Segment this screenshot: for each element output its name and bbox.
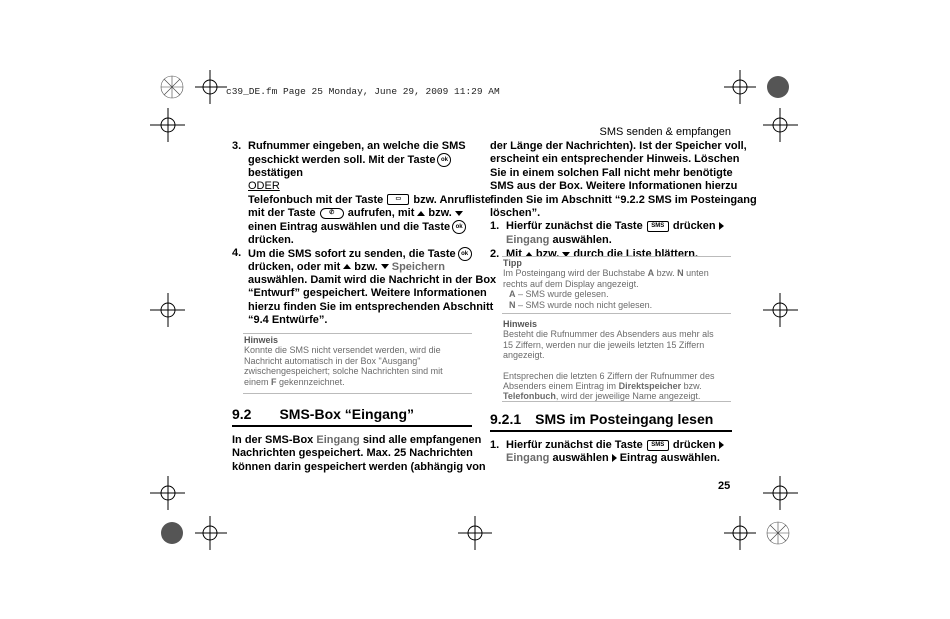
step-number: 4. <box>232 247 242 260</box>
hint-text: zwischengespeichert; solche Nachrichten sind mit <box>244 366 443 377</box>
tip-text: A <box>647 268 655 279</box>
hint-text: Besteht die Rufnummer des Absenders aus mehr als <box>503 329 714 340</box>
hint-text: bzw. <box>683 381 702 392</box>
tip-title: Tipp <box>503 258 522 268</box>
menu-term: Speichern <box>391 260 445 273</box>
hint-title: Hinweis <box>503 319 538 329</box>
step-text: Rufnummer eingeben, an welche die SMS <box>248 140 466 152</box>
para-text: der Länge der Nachrichten). Ist der Speicher voll, <box>490 140 747 152</box>
running-header: SMS senden & empfangen <box>599 126 731 138</box>
menu-term: Eingang <box>506 233 550 246</box>
hint-text: einem <box>244 376 269 387</box>
hint-text: F <box>271 376 277 387</box>
phonebook-key-icon: ▭ <box>387 194 409 205</box>
call-key-icon: ✆ <box>320 208 344 219</box>
para-text: erscheint ein entsprechender Hinweis. Löschen <box>490 153 740 166</box>
left-column <box>232 140 497 327</box>
hint-text: Direktspeicher <box>618 381 682 392</box>
step-text: bzw. <box>428 206 452 219</box>
tip-text: – SMS wurde noch nicht gelesen. <box>518 299 653 310</box>
step-text: drücken <box>672 220 716 233</box>
step-text: auswählen. <box>552 233 612 246</box>
hint-box <box>503 319 714 402</box>
tip-box <box>503 258 709 310</box>
hint-text: Telefonbuch <box>503 391 556 402</box>
right-steps <box>490 439 732 466</box>
para-text: Nachrichten gespeichert. Max. 25 Nachrichten <box>232 447 473 460</box>
file-slug: c39_DE.fm Page 25 Monday, June 29, 2009 11:29 AM <box>226 86 500 97</box>
right-column <box>490 140 757 262</box>
tip-text: unten <box>686 268 709 279</box>
divider <box>243 393 472 394</box>
arrow-right-icon <box>719 222 724 230</box>
page-number: 25 <box>718 480 731 492</box>
menu-term: Eingang <box>316 434 360 446</box>
step-text: hierzu finden Sie im entsprechenden Abschnitt <box>248 300 494 313</box>
tip-text: rechts auf dem Display angezeigt. <box>503 278 639 289</box>
step-number: 3. <box>232 140 242 152</box>
tip-text: bzw. <box>656 268 675 279</box>
para-text: finden Sie im Abschnitt “9.2.2 SMS im Posteingang <box>490 193 757 206</box>
heading-rule <box>490 430 732 432</box>
step-text: Eintrag auswählen. <box>619 452 720 465</box>
para-text: Sie in einem solchen Fall nicht mehr benötigte <box>490 166 733 179</box>
hint-title: Hinweis <box>244 335 279 345</box>
step-text: Telefonbuch mit der Taste <box>248 193 384 206</box>
sms-key-icon: SMS <box>647 440 669 451</box>
tip-text: N <box>677 268 684 279</box>
up-arrow-icon <box>417 211 425 216</box>
divider <box>502 313 731 314</box>
divider <box>502 401 731 402</box>
ok-key-icon: ok <box>437 153 451 167</box>
sms-key-icon: SMS <box>647 221 669 232</box>
step-number: 1. <box>490 220 500 233</box>
tip-text: N <box>509 299 516 310</box>
left-paragraph <box>232 434 486 474</box>
heading-rule <box>232 425 472 427</box>
hint-text: gekennzeichnet. <box>279 376 345 387</box>
step-text: Hierfür zunächst die Taste <box>506 439 643 451</box>
or-label: ODER <box>248 180 280 193</box>
para-text: löschen”. <box>490 206 541 219</box>
step-text: auswählen <box>552 452 609 465</box>
step-text: einen Eintrag auswählen und die Taste <box>248 221 451 234</box>
step-text: geschickt werden soll. Mit der Taste <box>248 154 436 167</box>
para-text: In der SMS-Box <box>232 434 314 446</box>
down-arrow-icon <box>455 211 463 216</box>
ok-key-icon: ok <box>458 247 472 261</box>
section-heading <box>490 411 713 427</box>
step-text: bzw. <box>535 248 560 261</box>
hint-text: Absenders einem Eintrag im <box>503 381 617 392</box>
hint-text: Entsprechen die letzten 6 Ziffern der Rufnummer des <box>503 370 715 381</box>
para-text: sind alle empfangenen <box>362 434 482 446</box>
hint-text: angezeigt. <box>503 350 545 361</box>
step-text: “Entwurf” gespeichert. Weitere Informationen <box>248 287 487 300</box>
divider <box>502 256 731 257</box>
section-number: 9.2 <box>232 406 252 422</box>
ok-key-icon: ok <box>452 220 466 234</box>
para-text: können darin gespeichert werden (abhängig von <box>232 460 486 473</box>
section-number: 9.2.1 <box>490 411 522 427</box>
section-title: SMS-Box “Eingang” <box>279 406 415 422</box>
hint-box <box>244 335 443 387</box>
step-text: Hierfür zunächst die Taste <box>506 220 643 233</box>
step-text: drücken <box>672 439 716 451</box>
step-text: bzw. Anrufliste <box>413 193 491 206</box>
step-text: auswählen. Damit wird die Nachricht in der Box <box>248 273 497 286</box>
step-text: durch die Liste blättern. <box>573 248 699 261</box>
step-text: bzw. <box>354 260 378 273</box>
step-text: drücken. <box>248 233 294 246</box>
menu-term: Eingang <box>506 452 550 465</box>
step-text: “9.4 Entwürfe”. <box>248 314 328 327</box>
section-heading <box>232 406 414 422</box>
tip-text: Im Posteingang wird der Buchstabe <box>503 268 646 279</box>
para-text: SMS aus der Box. Weitere Informationen hierzu <box>490 180 738 193</box>
step-text: Mit <box>506 248 522 261</box>
step-text: bestätigen <box>248 166 304 179</box>
hint-text: 15 Ziffern, werden nur die jeweils letzten 15 Ziffern <box>503 339 705 350</box>
section-title: SMS im Posteingang lesen <box>535 411 714 427</box>
arrow-right-icon <box>719 441 724 449</box>
step-text: drücken, oder mit <box>248 260 341 273</box>
hint-text: , wird der jeweilige Name angezeigt. <box>555 391 701 402</box>
hint-text: Nachricht automatisch in der Box "Ausgang" <box>244 355 421 366</box>
step-text: mit der Taste <box>248 206 316 219</box>
step-text: aufrufen, mit <box>347 206 415 219</box>
tip-text: – SMS wurde gelesen. <box>518 289 609 300</box>
arrow-right-icon <box>612 454 617 462</box>
tip-text: A <box>509 289 516 300</box>
step-text: Um die SMS sofort zu senden, die Taste <box>248 248 456 261</box>
hint-text: Konnte die SMS nicht versendet werden, wird die <box>244 345 441 356</box>
step-number: 2. <box>490 248 500 261</box>
step-number: 1. <box>490 439 500 451</box>
divider <box>243 333 472 334</box>
down-arrow-icon <box>381 264 389 269</box>
up-arrow-icon <box>343 264 351 269</box>
